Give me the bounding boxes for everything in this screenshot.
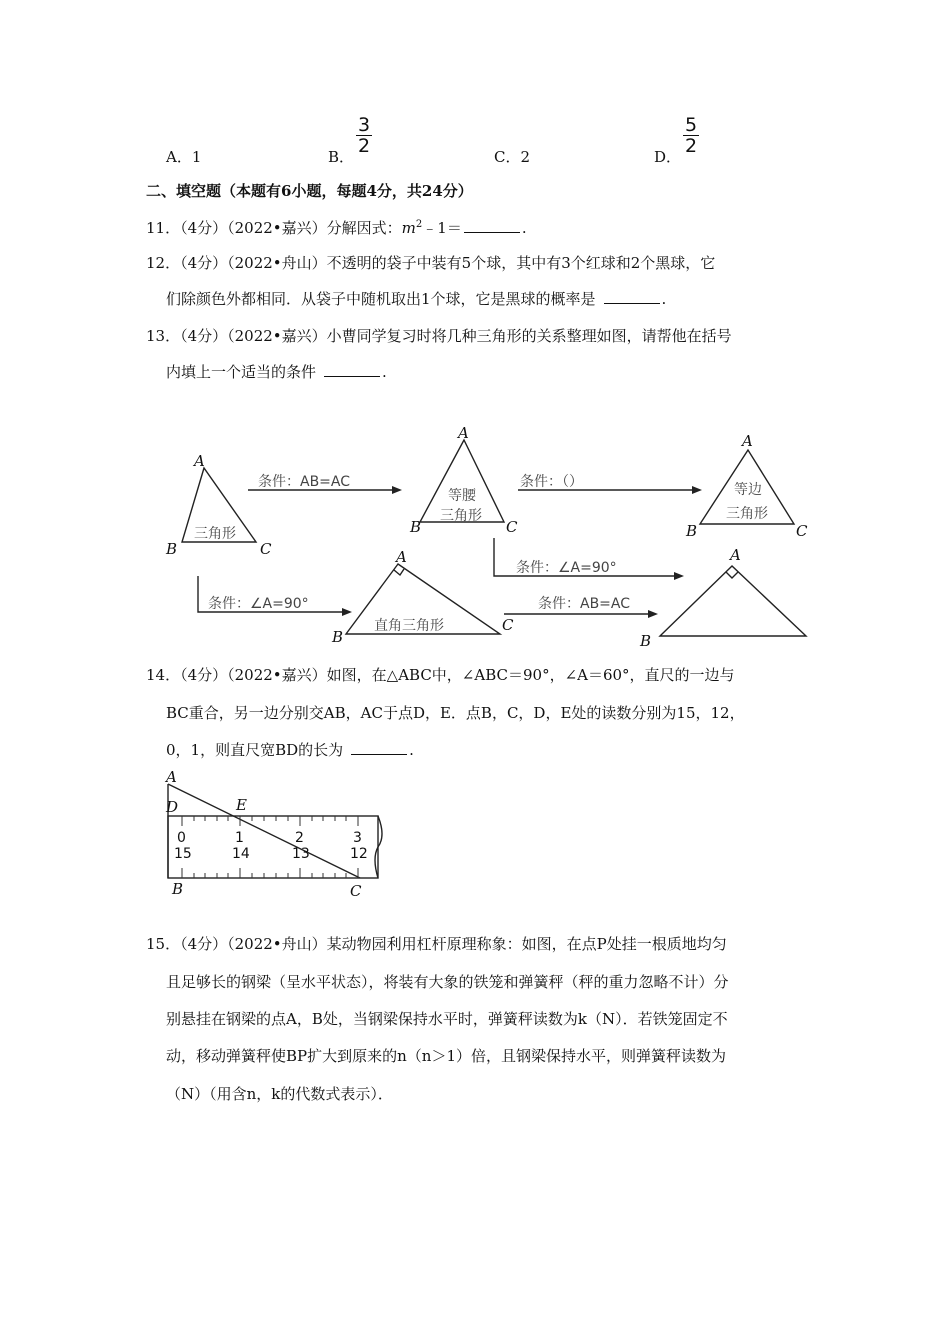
- condition-2: 条件：（）: [520, 474, 583, 490]
- tri3-vertex-b: B: [686, 522, 698, 540]
- q14-answer-blank[interactable]: [351, 742, 407, 755]
- condition-4: 条件：∠A=90°: [208, 596, 309, 612]
- question-15-line4: 动，移动弹簧秤使BP扩大到原来的n（n＞1）倍，且钢梁保持水平，则弹簧秤读数为: [166, 1047, 726, 1065]
- q12-answer-blank[interactable]: [604, 291, 660, 304]
- triangle-relation-diagram: [160, 420, 820, 650]
- question-15-line3: 别悬挂在钢梁的点A，B处，当钢梁保持水平时，弹簧秤读数为k（N）．若铁笼固定不: [166, 1010, 728, 1028]
- q13-number: 13．: [146, 327, 181, 345]
- question-15-line5: （N）（用含n，k的代数式表示）．: [166, 1085, 393, 1103]
- ruler-body: [168, 816, 378, 878]
- option-d-prefix: D．: [654, 148, 682, 166]
- section-title: 二、填空题（本题有6小题，每题4分，共24分）: [146, 182, 473, 200]
- ruler-point-a: A: [166, 768, 177, 786]
- arrow-head-5: [648, 610, 658, 618]
- tri3-vertex-c: C: [796, 522, 808, 540]
- ruler-point-c: C: [350, 882, 362, 900]
- q14-line3: 0，1，则直尺宽BD的长为: [166, 741, 344, 759]
- tri1-vertex-c: C: [260, 540, 272, 558]
- question-14-line1: [146, 664, 735, 685]
- tri4-vertex-c: C: [502, 616, 514, 634]
- question-13-line1: [146, 325, 732, 346]
- q11-answer-blank[interactable]: [464, 220, 520, 233]
- condition-3: 条件：∠A=90°: [516, 560, 617, 576]
- tri2-label-2: 三角形: [440, 508, 482, 524]
- tri4-vertex-b: B: [332, 628, 344, 646]
- ruler-bottom-tick-13: 13: [292, 846, 310, 862]
- question-14-line2: [166, 702, 745, 723]
- tri2-label-1: 等腰: [448, 488, 476, 504]
- arrow-head-2: [692, 486, 702, 494]
- q14-number: 14．: [146, 666, 181, 684]
- q11-suffix: ﹣1＝: [422, 219, 462, 237]
- question-14-line3: 0，1，则直尺宽BD的长为 .: [166, 741, 414, 759]
- ruler-bottom-tick-14: 14: [232, 846, 250, 862]
- tri5-vertex-a: A: [730, 546, 741, 564]
- option-b-prefix: B．: [328, 148, 355, 166]
- q11-number: 11．: [146, 219, 181, 237]
- q11-exp: 2: [415, 219, 423, 230]
- q11-prefix: （4分）（2022•嘉兴）分解因式：: [180, 219, 402, 237]
- question-11: 11．（4分）（2022•嘉兴）分解因式：$m^2﹣1=$ .: [146, 219, 527, 237]
- tri2-vertex-c: C: [506, 518, 518, 536]
- q15-line1: （4分）（2022•舟山）某动物园利用杠杆原理称象：如图，在点P处挂一根质地均匀: [180, 935, 727, 953]
- ruler-top-tick-1: 1: [235, 830, 244, 846]
- ruler-point-b: B: [172, 880, 184, 898]
- tri3-label-2: 三角形: [726, 506, 768, 522]
- tri1-vertex-b: B: [166, 540, 178, 558]
- q14-line1: （4分）（2022•嘉兴）如图，在△ABC中，∠ABC＝90°，∠A＝60°，直尺的一边与: [180, 666, 735, 684]
- tri1-label: 三角形: [194, 526, 236, 542]
- option-d-denominator: 2: [684, 135, 698, 157]
- q13-line1: （4分）（2022•嘉兴）小曹同学复习时将几种三角形的关系整理如图，请帮他在括号: [180, 327, 732, 345]
- ruler-top-tick-0: 0: [177, 830, 186, 846]
- q12-line1: （4分）（2022•舟山）不透明的袋子中装有5个球，其中有3个红球和2个黑球，它: [180, 254, 716, 272]
- question-12-line2: 们除颜色外都相同．从袋子中随机取出1个球，它是黑球的概率是 .: [166, 290, 667, 308]
- tri4-label: 直角三角形: [374, 618, 444, 634]
- q13-answer-blank[interactable]: [324, 364, 380, 377]
- arrow-head-1: [392, 486, 402, 494]
- tri4-vertex-a: A: [396, 548, 407, 566]
- hypotenuse-ac: [168, 784, 360, 878]
- tri1-vertex-a: A: [194, 452, 205, 470]
- option-d-numerator: 5: [684, 114, 698, 136]
- ruler-point-e: E: [236, 796, 247, 814]
- arrow-head-3: [674, 572, 684, 580]
- q15-number: 15．: [146, 935, 181, 953]
- ruler-bottom-tick-12: 12: [350, 846, 368, 862]
- question-15-line2: 且足够长的钢梁（呈水平状态），将装有大象的铁笼和弹簧秤（秤的重力忽略不计）分: [166, 973, 729, 991]
- q14-line2: BC重合，另一边分别交AB，AC于点D，E．点B，C，D，E处的读数分别为15，12，: [166, 704, 745, 722]
- condition-5: 条件：AB=AC: [538, 596, 631, 612]
- option-a: A．1: [166, 148, 202, 166]
- option-b-denominator: 2: [357, 135, 371, 157]
- option-b-numerator: 3: [357, 114, 371, 136]
- tri5-vertex-b: B: [640, 632, 652, 650]
- option-b-fraction: [356, 116, 372, 155]
- question-13-line2: 内填上一个适当的条件 .: [166, 363, 387, 381]
- q13-line2: 内填上一个适当的条件: [166, 363, 317, 381]
- tri3-label-1: 等边: [734, 482, 762, 498]
- ruler-bottom-tick-15: 15: [174, 846, 192, 862]
- question-15-line1: [146, 933, 727, 954]
- tri2-vertex-b: B: [410, 518, 422, 536]
- condition-1: 条件：AB=AC: [258, 474, 351, 490]
- question-12-line1: [146, 252, 715, 273]
- ruler-point-d: D: [166, 798, 179, 816]
- option-c: C．2: [494, 148, 531, 166]
- q12-line2: 们除颜色外都相同．从袋子中随机取出1个球，它是黑球的概率是: [166, 290, 596, 308]
- tri2-vertex-a: A: [458, 424, 469, 442]
- q11-var: m: [401, 219, 416, 237]
- arrow-head-4: [342, 608, 352, 616]
- ruler-diagram: [160, 766, 400, 902]
- ruler-top-tick-2: 2: [295, 830, 304, 846]
- ruler-top-tick-3: 3: [353, 830, 362, 846]
- tri3-vertex-a: A: [742, 432, 753, 450]
- option-d-fraction: [683, 116, 699, 155]
- q12-number: 12．: [146, 254, 181, 272]
